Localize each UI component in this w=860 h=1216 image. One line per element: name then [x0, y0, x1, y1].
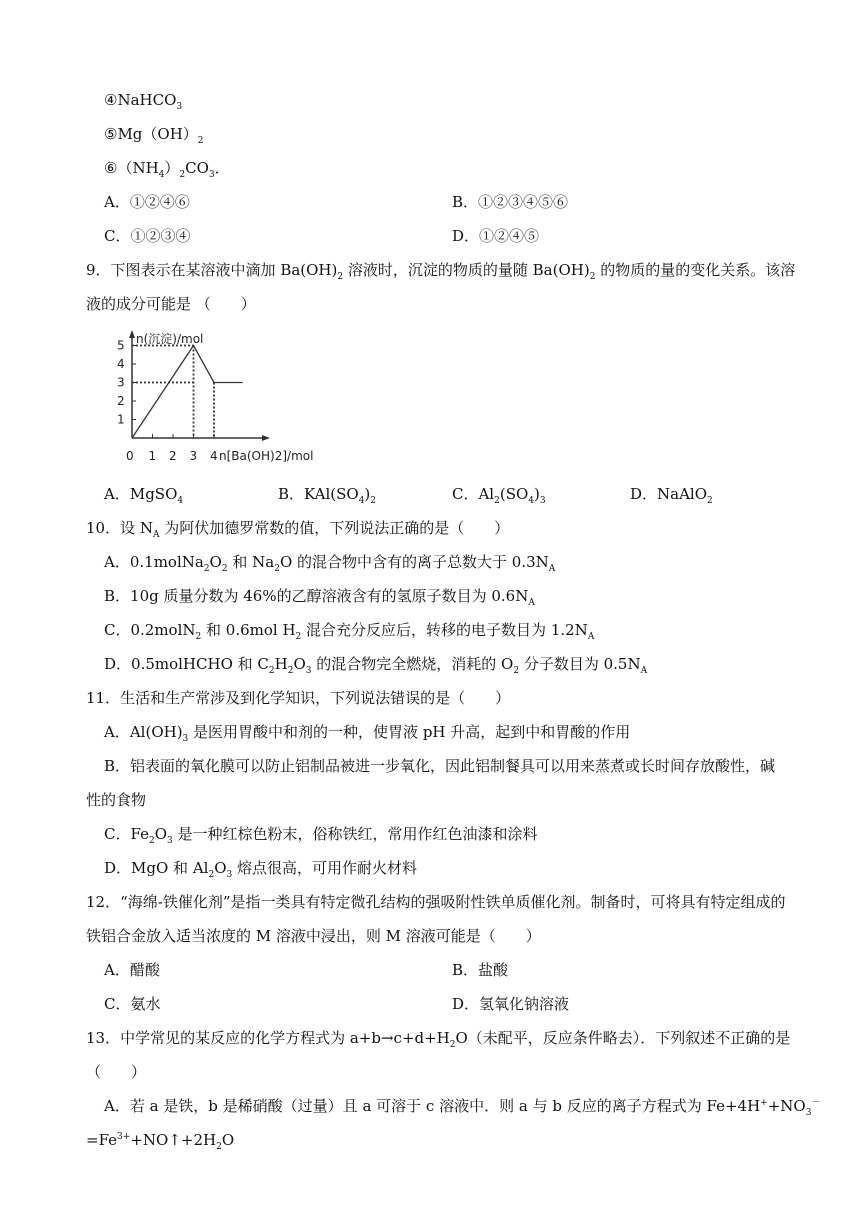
q8-option-c: C．①②③④ [104, 227, 191, 245]
q13-stem-line2: （ ） [86, 1063, 147, 1081]
x-axis-arrow [262, 435, 270, 441]
q13-option-a-line1: A．若 a 是铁，b 是稀硝酸（过量）且 a 可溶于 c 溶液中．则 a 与 b 反应的离子方程式为 $Fe+4H^++NO_3^-$ [104, 1097, 821, 1118]
q9-option-c: C．$Al_2(SO_4)_3$ [452, 485, 546, 506]
q8-item-4: ④NaHCO$_3$ [104, 91, 183, 112]
x-tick-label: 4 [210, 449, 218, 463]
q10-option-a: A．$0.1molNa_2O_2$ 和 $Na_2O$ 的混合物中含有的离子总数大于 $0.3N_A$ [104, 553, 556, 574]
q12-option-d: D．氢氧化钠溶液 [452, 995, 570, 1013]
q9-option-a: A．MgSO$_4$ [104, 485, 184, 506]
x-tick-label: 3 [189, 449, 198, 463]
q12-option-b: B．盐酸 [452, 961, 509, 979]
q12-stem-line2: 铁铝合金放入适当浓度的 M 溶液中浸出，则 M 溶液可能是（ ） [86, 927, 541, 945]
x-tick-label: 2 [169, 449, 177, 463]
q8-option-a: A．①②④⑥ [104, 193, 190, 211]
q9-option-b: B．$KAl(SO_4)_2$ [278, 485, 377, 506]
q10-option-d: D．0.5molHCHO 和 $C_2H_2O_3$ 的混合物完全燃烧，消耗的 $O_2$ 分子数目为 $0.5N_A$ [104, 655, 648, 676]
q11-option-b-line2: 性的食物 [86, 791, 147, 809]
q12-option-a: A．醋酸 [104, 961, 160, 979]
q11-option-c: C．$Fe_2O_3$ 是一种红棕色粉末，俗称铁红，常用作红色油漆和涂料 [104, 825, 538, 846]
q10-option-b: B．10g 质量分数为 46%的乙醇溶液含有的氢原子数目为 $0.6N_A$ [104, 587, 535, 608]
y-tick-label: 5 [117, 338, 125, 353]
q9-chart [112, 326, 332, 466]
q10-option-c: C．0.2molN$_2$ 和 0.6mol $H_2$ 混合充分反应后，转移的电子数目为 $1.2N_A$ [104, 621, 595, 642]
q9-option-d: D．NaAlO$_2$ [630, 485, 713, 506]
q11-stem: 11．生活和生产常涉及到化学知识，下列说法错误的是（ ） [86, 689, 511, 707]
q8-item-5: $⑤Mg(OH)_2$ [104, 125, 204, 146]
q11-option-a: A．$Al(OH)_3$ 是医用胃酸中和剂的一种，使胃液 pH 升高，起到中和胃酸的作用 [104, 723, 631, 744]
q8-item-6: $⑥(NH_4)_2CO_3$． [104, 159, 230, 180]
x-tick-label: 1 [148, 449, 157, 463]
y-tick-label: 1 [117, 412, 125, 427]
q8-option-b: B．①②③④⑤⑥ [452, 193, 569, 211]
q12-stem-line1: 12．“海绵-铁催化剂”是指一类具有特定微孔结构的强吸附性铁单质催化剂。制备时，可将具有特定组成的 [86, 893, 786, 911]
precipitate-series-line [132, 346, 243, 439]
y-axis-label: n(沉淀)/mol [136, 332, 204, 346]
x-axis-label: n[Ba(OH)2]/mol [219, 449, 314, 463]
x-tick-label: 0 [126, 449, 134, 463]
q13-option-a-line2: $=Fe^{3+}+NO↑+2H_2O$ [86, 1131, 235, 1152]
q11-option-d: D．MgO 和 $Al_2O_3$ 熔点很高，可用作耐火材料 [104, 859, 418, 880]
q9-stem-line2: 液的成分可能是 （ ） [86, 295, 256, 313]
q11-option-b-line1: B．铝表面的氧化膜可以防止铝制品被进一步氧化，因此铝制餐具可以用来蒸煮或长时间存放酸性，碱 [104, 757, 776, 775]
q13-stem-line1: 13．中学常见的某反应的化学方程式为 $a+b\to c+d+H_2O$（未配平，反应条件略去）．下列叙述不正确的是 [86, 1029, 791, 1050]
y-axis-arrow [129, 330, 135, 338]
y-tick-label: 3 [117, 375, 125, 390]
q10-stem: 10．设 $N_A$ 为阿伏加德罗常数的值，下列说法正确的是（ ） [86, 519, 510, 540]
q9-stem-line1: 9．下图表示在某溶液中滴加 $Ba(OH)_2$ 溶液时，沉淀的物质的量随 $Ba(OH)_2$ 的物质的量的变化关系。该溶 [86, 261, 796, 282]
q12-option-c: C．氨水 [104, 995, 161, 1013]
q8-option-d: D．①②④⑤ [452, 227, 540, 245]
y-tick-label: 2 [117, 394, 125, 408]
y-tick-label: 4 [117, 357, 125, 371]
